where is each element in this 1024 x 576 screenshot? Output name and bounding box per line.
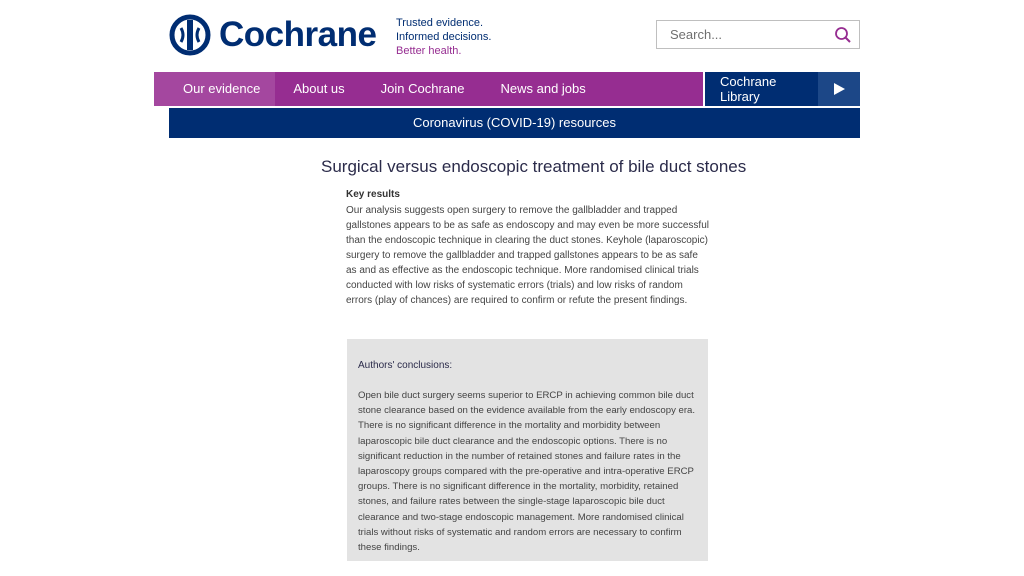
cochrane-logo-icon <box>169 14 211 56</box>
key-results-text: Our analysis suggests open surgery to remove the gallbladder and trapped gallstones appears to be as safe as endoscopy and may even be more successful than the endoscopic technique in clearing the duct stones. Keyhole (laparoscopic) surgery to remove the gallbladder and trapped gallstones appears to be as safe as and as effective as the endoscopic technique. More randomised clinical trials conducted with low risks of systematic errors (trials) and low risks of random errors (play of chances) are required to confirm or refute the present findings. <box>346 205 709 306</box>
key-results-heading: Key results <box>346 189 400 200</box>
brand-name: Cochrane <box>219 15 377 54</box>
search-box <box>656 20 860 49</box>
main-nav <box>154 72 860 106</box>
site-header <box>169 12 861 62</box>
page-title: Surgical versus endoscopic treatment of bile duct stones <box>321 157 747 176</box>
play-arrow-icon <box>834 83 845 95</box>
cochrane-library-label: Cochrane Library <box>720 74 777 104</box>
authors-conclusions-box <box>347 339 708 561</box>
conclusions-heading: Authors' conclusions: <box>358 360 453 371</box>
key-results-section <box>346 189 710 308</box>
nav-item-news-and-jobs[interactable]: News and jobs <box>500 81 586 96</box>
search-icon[interactable] <box>834 26 852 44</box>
library-arrow-button[interactable] <box>818 72 860 106</box>
conclusions-text: Open bile duct surgery seems superior to ERCP in achieving common bile duct stone clearance based on the evidence available from the early endoscopy era. There is no significant difference in the mortality and morbidity between laparoscopic bile duct clearance and the endoscopic options. There is no significant reduction in the number of retained stones and failure rates in the laparoscopy groups compared with the pre-operative and intra-operative ERCP groups. There is no significant difference in the mortality, morbidity, retained stones, and failure rates between the single-stage laparoscopic bile duct clearance and two-stage endoscopic management. More randomised clinical trials without risks of systematic and random errors are necessary to confirm these findings. <box>358 390 696 554</box>
tagline-line-1: Trusted evidence. <box>396 17 484 29</box>
tagline <box>396 16 491 58</box>
covid-resources-banner[interactable]: Coronavirus (COVID-19) resources <box>169 108 860 138</box>
nav-item-about-us[interactable]: About us <box>293 81 345 96</box>
tagline-line-3: Better health. <box>396 45 462 57</box>
tagline-line-2: Informed decisions. <box>396 31 492 43</box>
cochrane-library-link[interactable] <box>703 72 860 106</box>
cochrane-logo[interactable] <box>169 14 376 56</box>
nav-item-join-cochrane[interactable]: Join Cochrane <box>380 81 465 96</box>
nav-item-our-evidence[interactable]: Our evidence <box>154 72 275 106</box>
search-input[interactable] <box>657 21 827 48</box>
